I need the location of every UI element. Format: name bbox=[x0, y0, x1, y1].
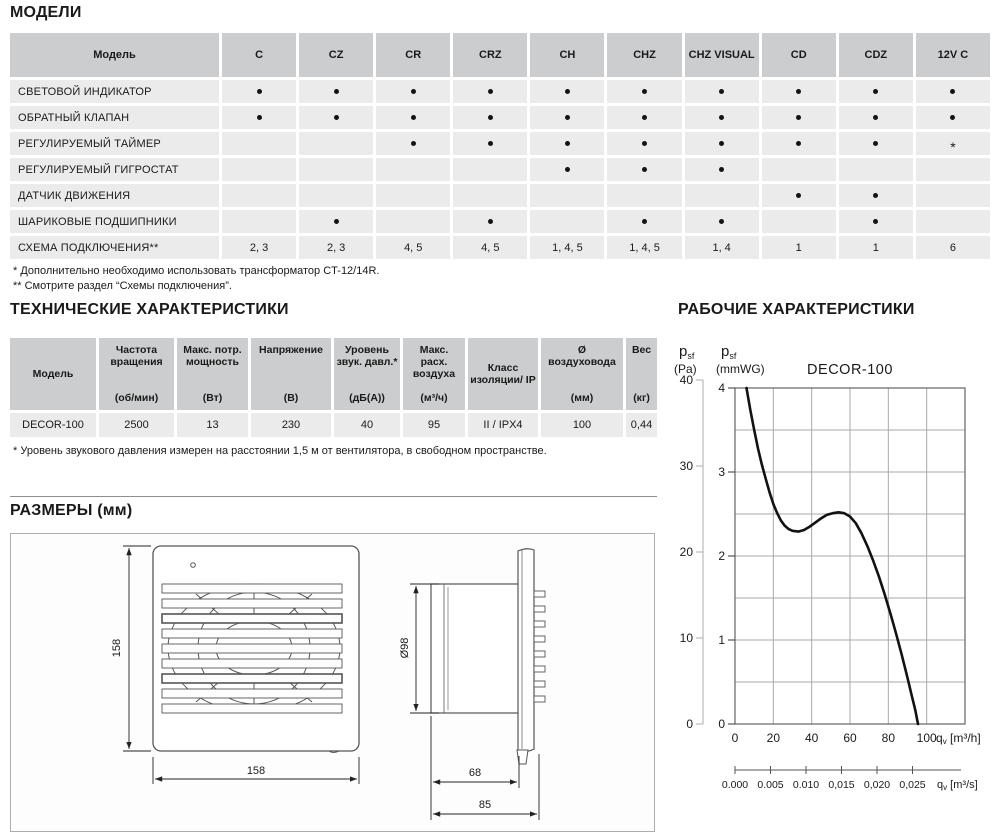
feature-cell bbox=[299, 184, 373, 207]
x-tick-label: 0 bbox=[731, 731, 739, 745]
tech-col-header bbox=[177, 338, 248, 410]
models-footnote-1: * Дополнительно необходимо использовать трансформатор CT-12/14R. bbox=[13, 265, 380, 277]
dim-depth-total-label: 85 bbox=[478, 799, 492, 811]
models-table bbox=[10, 33, 990, 259]
feature-dot bbox=[873, 115, 878, 120]
feature-cell bbox=[839, 210, 913, 233]
pa-tick-label: 30 bbox=[679, 459, 693, 473]
feature-cell bbox=[685, 132, 759, 155]
feature-dot bbox=[950, 89, 955, 94]
feature-dot bbox=[796, 89, 801, 94]
feature-dot bbox=[488, 89, 493, 94]
feature-cell bbox=[916, 132, 990, 155]
feature-cell bbox=[222, 132, 296, 155]
feature-cell bbox=[762, 106, 836, 129]
models-footnotes bbox=[13, 264, 379, 293]
pa-tick-label: 0 bbox=[686, 717, 693, 731]
mmwg-tick-label: 2 bbox=[718, 549, 725, 563]
tech-col-label: Уровень звук. давл.* bbox=[336, 344, 398, 368]
models-col-header: CRZ bbox=[453, 33, 527, 77]
tech-col-label: Частота вращения bbox=[110, 344, 163, 368]
feature-dot bbox=[411, 115, 416, 120]
tech-col-label: Макс. потр. мощность bbox=[183, 344, 242, 368]
feature-cell bbox=[530, 210, 604, 233]
mmwg-tick-label: 0 bbox=[718, 717, 725, 731]
dimensions-drawing-box bbox=[10, 533, 655, 832]
mmwg-axis-caption: $p_{sf}$ bbox=[721, 343, 737, 361]
tech-col-unit: (м³/ч) bbox=[420, 392, 448, 404]
x-tick-label: 40 bbox=[804, 731, 819, 745]
models-col-header: CH bbox=[530, 33, 604, 77]
feature-cell bbox=[453, 158, 527, 181]
pa-axis-caption: $p_{sf}$ bbox=[679, 343, 695, 361]
tech-footnote: * Уровень звукового давления измерен на расстоянии 1,5 м от вентилятора, в свободном пространстве. bbox=[13, 445, 547, 457]
feature-cell bbox=[453, 132, 527, 155]
feature-dot bbox=[642, 89, 647, 94]
feature-label: ОБРАТНЫЙ КЛАПАН bbox=[10, 106, 219, 129]
x-s-axis-unit: qv [m³/s] bbox=[937, 779, 978, 792]
feature-dot bbox=[488, 141, 493, 146]
tech-col-header bbox=[10, 338, 96, 410]
tech-col-header bbox=[468, 338, 538, 410]
tech-value-cell: 0,44 bbox=[626, 413, 657, 437]
feature-cell: 1 bbox=[839, 236, 913, 259]
x-s-tick-label: 0,025 bbox=[899, 779, 926, 791]
models-col-header: C bbox=[222, 33, 296, 77]
tech-col-unit: (В) bbox=[283, 392, 299, 404]
feature-dot bbox=[488, 115, 493, 120]
pa-axis-caption-unit: (Pa) bbox=[674, 362, 697, 376]
feature-dot bbox=[565, 167, 570, 172]
feature-dot bbox=[642, 115, 647, 120]
chart-title: DECOR-100 bbox=[807, 362, 893, 378]
feature-cell bbox=[762, 158, 836, 181]
models-section-title: МОДЕЛИ bbox=[10, 4, 82, 21]
feature-cell bbox=[916, 184, 990, 207]
feature-cell bbox=[376, 184, 450, 207]
feature-dot bbox=[873, 141, 878, 146]
x-s-tick-label: 0,015 bbox=[828, 779, 855, 791]
tech-col-unit: (Вт) bbox=[202, 392, 223, 404]
feature-cell bbox=[530, 132, 604, 155]
feature-cell bbox=[685, 210, 759, 233]
tech-col-header bbox=[541, 338, 623, 410]
feature-dot bbox=[565, 115, 570, 120]
tech-col-header bbox=[626, 338, 657, 410]
feature-cell bbox=[916, 158, 990, 181]
feature-cell bbox=[453, 184, 527, 207]
feature-cell bbox=[839, 132, 913, 155]
feature-dot bbox=[411, 89, 416, 94]
feature-cell bbox=[839, 106, 913, 129]
feature-cell: 1 bbox=[762, 236, 836, 259]
feature-cell bbox=[299, 80, 373, 103]
tech-col-unit: (кг) bbox=[633, 392, 650, 404]
models-col-header: 12V C bbox=[916, 33, 990, 77]
feature-dot bbox=[873, 219, 878, 224]
x-tick-label: 100 bbox=[916, 731, 937, 745]
feature-cell bbox=[607, 184, 681, 207]
pa-axis bbox=[696, 380, 703, 724]
feature-cell bbox=[453, 210, 527, 233]
x-s-tick-label: 0.005 bbox=[757, 779, 784, 791]
dim-width-label: 158 bbox=[246, 765, 266, 777]
feature-cell: 4, 5 bbox=[376, 236, 450, 259]
feature-cell bbox=[607, 158, 681, 181]
feature-dot bbox=[719, 115, 724, 120]
feature-label: ШАРИКОВЫЕ ПОДШИПНИКИ bbox=[10, 210, 219, 233]
feature-cell bbox=[299, 158, 373, 181]
tech-col-label: Макс. расх. воздуха bbox=[412, 344, 456, 380]
feature-cell bbox=[453, 80, 527, 103]
x-s-tick-label: 0,020 bbox=[863, 779, 891, 791]
feature-cell: 1, 4 bbox=[685, 236, 759, 259]
feature-cell bbox=[762, 80, 836, 103]
dimensions-drawing bbox=[11, 534, 654, 831]
feature-dot bbox=[719, 89, 724, 94]
side-view-drawing bbox=[431, 549, 545, 764]
feature-cell bbox=[222, 184, 296, 207]
x-s-tick-label: 0.010 bbox=[792, 779, 820, 791]
feature-dot bbox=[642, 219, 647, 224]
tech-value-cell: 40 bbox=[334, 413, 400, 437]
feature-cell bbox=[222, 158, 296, 181]
performance-section-title: РАБОЧИЕ ХАРАКТЕРИСТИКИ bbox=[678, 301, 915, 318]
feature-cell bbox=[607, 210, 681, 233]
feature-dot bbox=[565, 141, 570, 146]
feature-cell bbox=[607, 80, 681, 103]
tech-value-cell: 230 bbox=[251, 413, 331, 437]
feature-dot bbox=[796, 193, 801, 198]
dim-depth-duct-label: 68 bbox=[468, 767, 482, 779]
tech-col-header bbox=[251, 338, 331, 410]
section-divider bbox=[10, 496, 657, 497]
models-col-header: CD bbox=[762, 33, 836, 77]
feature-cell bbox=[376, 80, 450, 103]
pa-tick-label: 40 bbox=[679, 373, 693, 387]
tech-col-unit: (мм) bbox=[570, 392, 594, 404]
feature-dot bbox=[257, 89, 262, 94]
feature-cell bbox=[530, 158, 604, 181]
feature-cell bbox=[376, 210, 450, 233]
feature-dot bbox=[642, 141, 647, 146]
feature-cell: 4, 5 bbox=[453, 236, 527, 259]
feature-cell: 1, 4, 5 bbox=[607, 236, 681, 259]
feature-cell bbox=[530, 184, 604, 207]
feature-dot bbox=[334, 89, 339, 94]
feature-label: РЕГУЛИРУЕМЫЙ ТАЙМЕР bbox=[10, 132, 219, 155]
mmwg-tick-label: 4 bbox=[718, 381, 725, 395]
feature-cell bbox=[839, 158, 913, 181]
feature-dot bbox=[565, 89, 570, 94]
feature-cell bbox=[916, 210, 990, 233]
feature-dot bbox=[796, 115, 801, 120]
feature-cell: 6 bbox=[916, 236, 990, 259]
feature-cell bbox=[916, 80, 990, 103]
x-tick-label: 80 bbox=[881, 731, 896, 745]
feature-star: * bbox=[950, 139, 956, 155]
secondary-x-axis bbox=[735, 766, 961, 774]
feature-cell bbox=[685, 184, 759, 207]
models-col-header: CR bbox=[376, 33, 450, 77]
tech-col-header bbox=[403, 338, 465, 410]
feature-dot bbox=[642, 167, 647, 172]
mmwg-axis-caption-unit: (mmWG) bbox=[716, 362, 765, 376]
feature-dot bbox=[334, 219, 339, 224]
feature-cell bbox=[376, 132, 450, 155]
feature-dot bbox=[950, 115, 955, 120]
feature-label: СВЕТОВОЙ ИНДИКАТОР bbox=[10, 80, 219, 103]
performance-chart bbox=[665, 330, 995, 805]
tech-table bbox=[10, 338, 657, 437]
feature-cell bbox=[530, 106, 604, 129]
tech-col-unit: (дБ(А)) bbox=[349, 392, 385, 404]
tech-col-header bbox=[334, 338, 400, 410]
tech-value-cell: 100 bbox=[541, 413, 623, 437]
feature-cell bbox=[299, 132, 373, 155]
pa-tick-label: 10 bbox=[679, 631, 693, 645]
tech-section-title: ТЕХНИЧЕСКИЕ ХАРАКТЕРИСТИКИ bbox=[10, 301, 289, 318]
feature-cell bbox=[376, 106, 450, 129]
feature-cell bbox=[530, 80, 604, 103]
feature-cell: 2, 3 bbox=[222, 236, 296, 259]
feature-cell bbox=[607, 132, 681, 155]
feature-dot bbox=[873, 193, 878, 198]
tech-value-cell: 2500 bbox=[99, 413, 174, 437]
x-s-tick-label: 0.000 bbox=[721, 779, 749, 791]
feature-label: СХЕМА ПОДКЛЮЧЕНИЯ** bbox=[10, 236, 219, 259]
feature-cell bbox=[685, 158, 759, 181]
feature-dot bbox=[873, 89, 878, 94]
feature-label: РЕГУЛИРУЕМЫЙ ГИГРОСТАТ bbox=[10, 158, 219, 181]
feature-dot bbox=[796, 141, 801, 146]
feature-cell bbox=[299, 210, 373, 233]
tech-value-cell: 95 bbox=[403, 413, 465, 437]
x-axis-unit: qv [m³/h] bbox=[936, 731, 981, 746]
models-footnote-2: ** Смотрите раздел “Схемы подключения”. bbox=[13, 279, 232, 292]
feature-cell bbox=[222, 80, 296, 103]
pa-tick-label: 20 bbox=[679, 545, 693, 559]
feature-dot bbox=[488, 219, 493, 224]
tech-value-cell: 13 bbox=[177, 413, 248, 437]
dim-height-label: 158 bbox=[111, 638, 123, 658]
mmwg-tick-label: 1 bbox=[718, 633, 725, 647]
models-col-header: CHZ VISUAL bbox=[685, 33, 759, 77]
feature-cell bbox=[685, 80, 759, 103]
models-col-header: CDZ bbox=[839, 33, 913, 77]
x-tick-label: 60 bbox=[843, 731, 857, 745]
models-col-header: CZ bbox=[299, 33, 373, 77]
chart-grid bbox=[735, 388, 965, 724]
x-tick-label: 20 bbox=[766, 731, 781, 745]
tech-col-header bbox=[99, 338, 174, 410]
feature-cell bbox=[916, 106, 990, 129]
feature-cell: 1, 4, 5 bbox=[530, 236, 604, 259]
feature-cell bbox=[376, 158, 450, 181]
feature-dot bbox=[719, 167, 724, 172]
mmwg-tick-label: 3 bbox=[718, 465, 725, 479]
feature-cell bbox=[762, 184, 836, 207]
feature-cell bbox=[222, 106, 296, 129]
tech-col-label: Модель bbox=[32, 368, 74, 380]
feature-dot bbox=[411, 141, 416, 146]
front-view-drawing bbox=[153, 546, 359, 753]
feature-dot bbox=[719, 141, 724, 146]
feature-cell bbox=[453, 106, 527, 129]
feature-cell bbox=[762, 132, 836, 155]
feature-dot bbox=[719, 219, 724, 224]
tech-col-label: Класс изоляции/ IP bbox=[470, 362, 536, 386]
feature-cell bbox=[299, 106, 373, 129]
feature-cell bbox=[839, 184, 913, 207]
feature-cell bbox=[222, 210, 296, 233]
dimensions-section-title: РАЗМЕРЫ (мм) bbox=[10, 502, 133, 519]
feature-cell bbox=[607, 106, 681, 129]
feature-cell bbox=[839, 80, 913, 103]
tech-col-label: Ø воздуховода bbox=[548, 344, 616, 368]
dim-diameter-label: Ø98 bbox=[399, 637, 411, 659]
tech-col-label: Вес bbox=[631, 344, 652, 356]
tech-value-cell: DECOR-100 bbox=[10, 413, 96, 437]
feature-cell: 2, 3 bbox=[299, 236, 373, 259]
tech-value-cell: II / IPX4 bbox=[468, 413, 538, 437]
tech-col-unit: (об/мин) bbox=[114, 392, 159, 404]
feature-cell bbox=[762, 210, 836, 233]
models-col-header-model: Модель bbox=[10, 33, 219, 77]
models-col-header: CHZ bbox=[607, 33, 681, 77]
tech-col-label: Напряжение bbox=[259, 344, 323, 356]
feature-dot bbox=[334, 115, 339, 120]
feature-dot bbox=[257, 115, 262, 120]
feature-label: ДАТЧИК ДВИЖЕНИЯ bbox=[10, 184, 219, 207]
feature-cell bbox=[685, 106, 759, 129]
